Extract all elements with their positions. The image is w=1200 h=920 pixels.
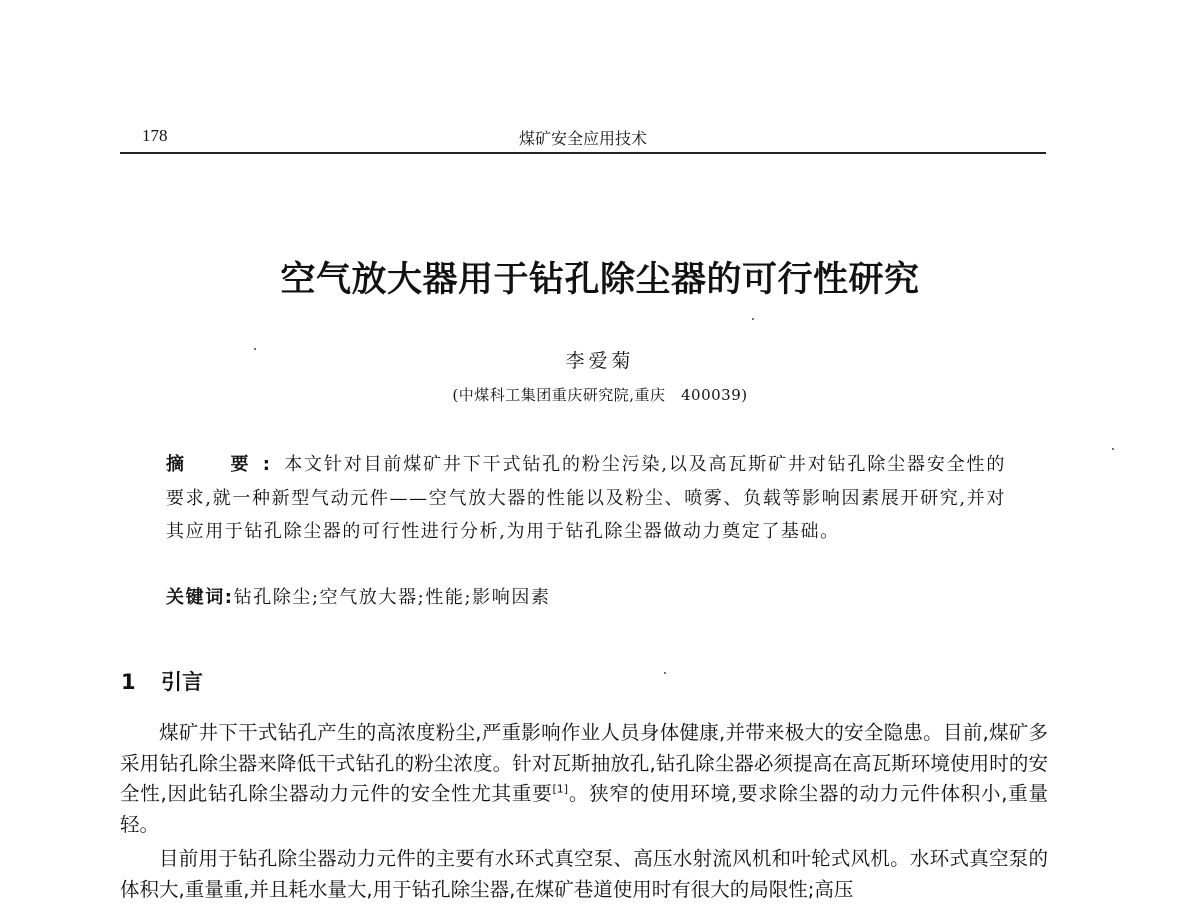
section-title: 引言 xyxy=(161,670,203,694)
paragraph-text: 煤矿井下干式钻孔产生的高浓度粉尘,严重影响作业人员身体健康,并带来极大的安全隐患。目前,煤矿多采用钻孔除尘器来降低干式钻孔的粉尘浓度。针对瓦斯抽放孔,钻孔除尘器必须提高在高瓦斯环境使用时的安全性,因此钻孔除尘器动力元件的安全性尤其重要 xyxy=(120,721,1048,805)
header-rule xyxy=(120,152,1046,154)
author-name: 李爱菊 xyxy=(565,350,635,372)
citation-reference: [1] xyxy=(552,782,569,796)
abstract-text: 本文针对目前煤矿井下干式钻孔的粉尘污染,以及高瓦斯矿井对钻孔除尘器安全性的要求,就一种新型气动元件——空气放大器的性能以及粉尘、喷雾、负载等影响因素展开研究,并对其应用于钻孔除尘器的可行性进行分析,为用于钻孔除尘器做动力奠定了基础。 xyxy=(166,454,1007,542)
paragraph-text: 。狭窄的使用环境,要求除尘器的动力元件体积小,重量轻。 xyxy=(120,782,1049,836)
keywords xyxy=(166,583,1006,609)
body-paragraph xyxy=(120,718,1048,840)
scan-speck xyxy=(1112,448,1114,450)
section-number: 1 xyxy=(121,670,136,694)
section-heading xyxy=(121,666,203,696)
keywords-text: 钻孔除尘;空气放大器;性能;影响因素 xyxy=(233,587,551,608)
page-number: 178 xyxy=(142,126,168,145)
scan-speck xyxy=(254,348,256,350)
body-paragraph: 目前用于钻孔除尘器动力元件的主要有水环式真空泵、高压水射流风机和叶轮式风机。水环式真空泵的体积大,重量重,并且耗水量大,用于钻孔除尘器,在煤矿巷道使用时有很大的局限性;高压 xyxy=(120,847,1048,901)
body-text xyxy=(120,718,1048,905)
abstract xyxy=(166,448,1006,549)
scan-speck xyxy=(664,672,666,674)
abstract-label: 摘 要: xyxy=(166,454,284,475)
author-affiliation: (中煤科工集团重庆研究院,重庆 400039) xyxy=(452,386,748,404)
scan-speck xyxy=(752,318,754,320)
running-header xyxy=(120,126,1046,152)
paper-title: 空气放大器用于钻孔除尘器的可行性研究 xyxy=(280,260,920,300)
keywords-label: 关键词: xyxy=(166,587,234,608)
journal-name: 煤矿安全应用技术 xyxy=(518,129,647,148)
